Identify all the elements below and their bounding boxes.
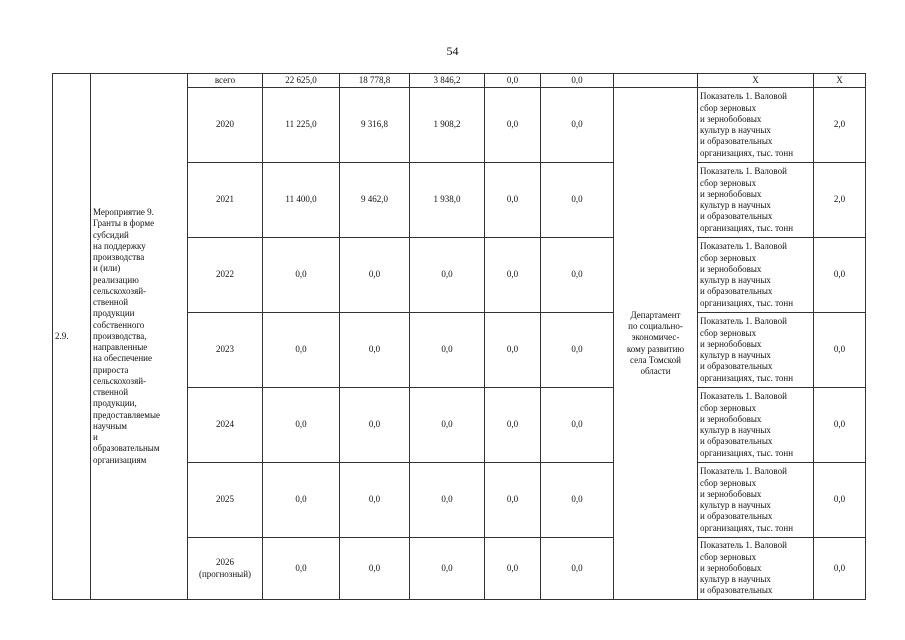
department-cell: Департамент по социально- экономичес- кому развитию села Томской области — [614, 88, 698, 600]
value-cell: 0,0 — [541, 238, 614, 313]
year-cell: 2024 — [188, 388, 263, 463]
value-cell: 0,0 — [410, 538, 485, 600]
indicator-cell: Показатель 1. Валовой сбор зерновых и зернобобовых культур в научных и образовательных организациях, тыс. тонн — [698, 238, 814, 313]
value-cell: 0,0 — [485, 313, 541, 388]
year-cell: 2020 — [188, 88, 263, 163]
indicator-cell: Показатель 1. Валовой сбор зерновых и зернобобовых культур в научных и образовательных организациях, тыс. тонн — [698, 313, 814, 388]
value-cell: 0,0 — [541, 463, 614, 538]
value-cell: 0,0 — [410, 463, 485, 538]
value-cell: 0,0 — [263, 388, 340, 463]
value-cell: 0,0 — [340, 313, 410, 388]
value-cell: 0,0 — [485, 88, 541, 163]
value-cell: 0,0 — [485, 388, 541, 463]
value-cell: 0,0 — [410, 238, 485, 313]
department-cell-empty — [614, 74, 698, 88]
indicator-value-cell: 0,0 — [814, 463, 866, 538]
value-cell: 3 846,2 — [410, 74, 485, 88]
year-cell: 2023 — [188, 313, 263, 388]
value-cell: 18 778,8 — [340, 74, 410, 88]
period-cell: всего — [188, 74, 263, 88]
value-cell: 0,0 — [410, 313, 485, 388]
value-cell: 0,0 — [485, 238, 541, 313]
value-cell: 0,0 — [541, 538, 614, 600]
value-cell: 0,0 — [340, 388, 410, 463]
value-cell: 0,0 — [410, 388, 485, 463]
indicator-cell: Х — [698, 74, 814, 88]
indicator-value-cell: 0,0 — [814, 538, 866, 600]
activity-name: Мероприятие 9. Гранты в форме субсидий на поддержку производства и (или) реализацию сельскохозяй- ственной продукции собственного производства, направленные на обеспечение прироста сельскохозяй- ственной продукции, предоставляемые научным и образовательным организациям — [91, 74, 188, 600]
indicator-cell: Показатель 1. Валовой сбор зерновых и зернобобовых культур в научных и образовательных организациях, тыс. тонн — [698, 388, 814, 463]
indicator-value-cell: 0,0 — [814, 238, 866, 313]
value-cell: 0,0 — [485, 74, 541, 88]
value-cell: 0,0 — [263, 313, 340, 388]
activity-table — [52, 73, 866, 600]
row-number: 2.9. — [53, 74, 91, 600]
value-cell: 1 908,2 — [410, 88, 485, 163]
value-cell: 0,0 — [340, 538, 410, 600]
value-cell: 11 225,0 — [263, 88, 340, 163]
indicator-cell: Показатель 1. Валовой сбор зерновых и зернобобовых культур в научных и образовательных организациях, тыс. тонн — [698, 163, 814, 238]
value-cell: 0,0 — [485, 538, 541, 600]
indicator-value-cell: 2,0 — [814, 163, 866, 238]
indicator-value-cell: 0,0 — [814, 388, 866, 463]
indicator-cell: Показатель 1. Валовой сбор зерновых и зернобобовых культур в научных и образовательных организациях, тыс. тонн — [698, 88, 814, 163]
value-cell: 11 400,0 — [263, 163, 340, 238]
year-cell: 2021 — [188, 163, 263, 238]
year-cell: 2025 — [188, 463, 263, 538]
table-row-total — [53, 74, 866, 88]
value-cell: 0,0 — [263, 463, 340, 538]
value-cell: 9 462,0 — [340, 163, 410, 238]
value-cell: 0,0 — [485, 163, 541, 238]
indicator-value-cell: 2,0 — [814, 88, 866, 163]
indicator-cell: Показатель 1. Валовой сбор зерновых и зернобобовых культур в научных и образовательных организациях, тыс. тонн — [698, 463, 814, 538]
value-cell: 22 625,0 — [263, 74, 340, 88]
table-body — [53, 74, 866, 600]
value-cell: 0,0 — [541, 74, 614, 88]
page-number: 54 — [446, 44, 459, 58]
value-cell: 0,0 — [541, 313, 614, 388]
value-cell: 0,0 — [340, 463, 410, 538]
year-cell: 2026 (прогнозный) — [188, 538, 263, 600]
value-cell: 0,0 — [541, 88, 614, 163]
value-cell: 0,0 — [340, 238, 410, 313]
value-cell: 0,0 — [541, 388, 614, 463]
value-cell: 1 938,0 — [410, 163, 485, 238]
value-cell: 0,0 — [263, 238, 340, 313]
value-cell: 0,0 — [485, 463, 541, 538]
value-cell: 9 316,8 — [340, 88, 410, 163]
indicator-value-cell: Х — [814, 74, 866, 88]
indicator-cell: Показатель 1. Валовой сбор зерновых и зернобобовых культур в научных и образовательных — [698, 538, 814, 600]
year-cell: 2022 — [188, 238, 263, 313]
value-cell: 0,0 — [541, 163, 614, 238]
value-cell: 0,0 — [263, 538, 340, 600]
indicator-value-cell: 0,0 — [814, 313, 866, 388]
